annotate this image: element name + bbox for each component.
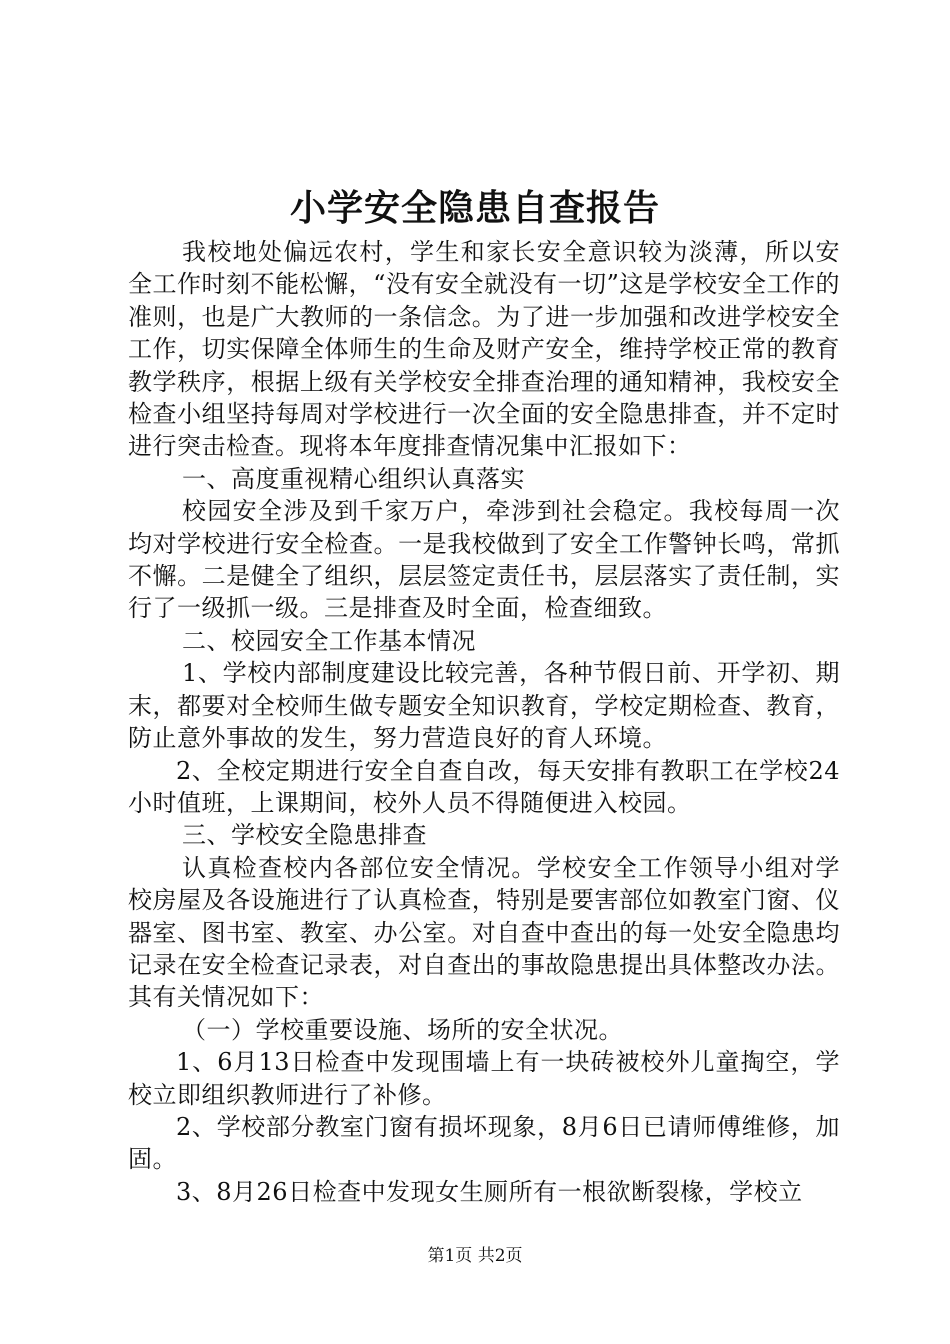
paragraph-intro: 我校地处偏远农村，学生和家长安全意识较为淡薄，所以安全工作时刻不能松懈，“没有安全就没有一切”这是学校安全工作的准则，也是广大教师的一条信念。为了进一步加强和改进学校安全工作，切实保障全体师生的生命及财产安全，维持学校正常的教育教学秩序，根据上级有关学校安全排查治理的通知精神，我校安全检查小组坚持每周对学校进行一次全面的安全隐患排查，并不定时进行突击检查。现将本年度排查情况集中汇报如下： — [128, 238, 840, 461]
section-heading-1: 一、高度重视精心组织认真落实 — [182, 464, 525, 493]
subsection-heading-1: （一）学校重要设施、场所的安全状况。 — [182, 1015, 623, 1044]
page-footer — [0, 1244, 950, 1268]
page-indicator: 第1页 共2页 — [427, 1246, 523, 1266]
section-heading-2: 二、校园安全工作基本情况 — [182, 626, 476, 655]
paragraph-item-1: 1、学校内部制度建设比较完善，各种节假日前、开学初、期末，都要对全校师生做专题安全知识教育，学校定期检查、教育，防止意外事故的发生，努力营造良好的育人环境。 — [128, 659, 840, 753]
paragraph-issue-1: 1、6月13日检查中发现围墙上有一块砖被校外儿童掏空，学校立即组织教师进行了补修。 — [128, 1048, 840, 1109]
paragraph-section-1: 校园安全涉及到千家万户，牵涉到社会稳定。我校每周一次均对学校进行安全检查。一是我校做到了安全工作警钟长鸣，常抓不懈。二是健全了组织，层层签定责任书，层层落实了责任制，实行了一级抓一级。三是排查及时全面，检查细致。 — [128, 497, 840, 623]
document-body — [128, 236, 840, 1208]
document-title: 小学安全隐患自查报告 — [289, 187, 660, 229]
section-heading-3: 三、学校安全隐患排查 — [182, 821, 427, 850]
paragraph-issue-3: 3、8月26日检查中发现女生厕所有一根欲断裂椽，学校立 — [176, 1177, 803, 1206]
paragraph-section-3: 认真检查校内各部位安全情况。学校安全工作领导小组对学校房屋及各设施进行了认真检查，特别是要害部位如教室门窗、仪器室、图书室、教室、办公室。对自查中查出的每一处安全隐患均记录在安全检查记录表，对自查出的事故隐患提出具体整改办法。其有关情况如下： — [128, 853, 840, 1012]
paragraph-issue-2: 2、学校部分教室门窗有损坏现象，8月6日已请师傅维修，加固。 — [128, 1112, 840, 1174]
paragraph-item-2: 2、全校定期进行安全自查自改，每天安排有教职工在学校24小时值班，上课期间，校外人员不得随便进入校园。 — [128, 756, 840, 817]
